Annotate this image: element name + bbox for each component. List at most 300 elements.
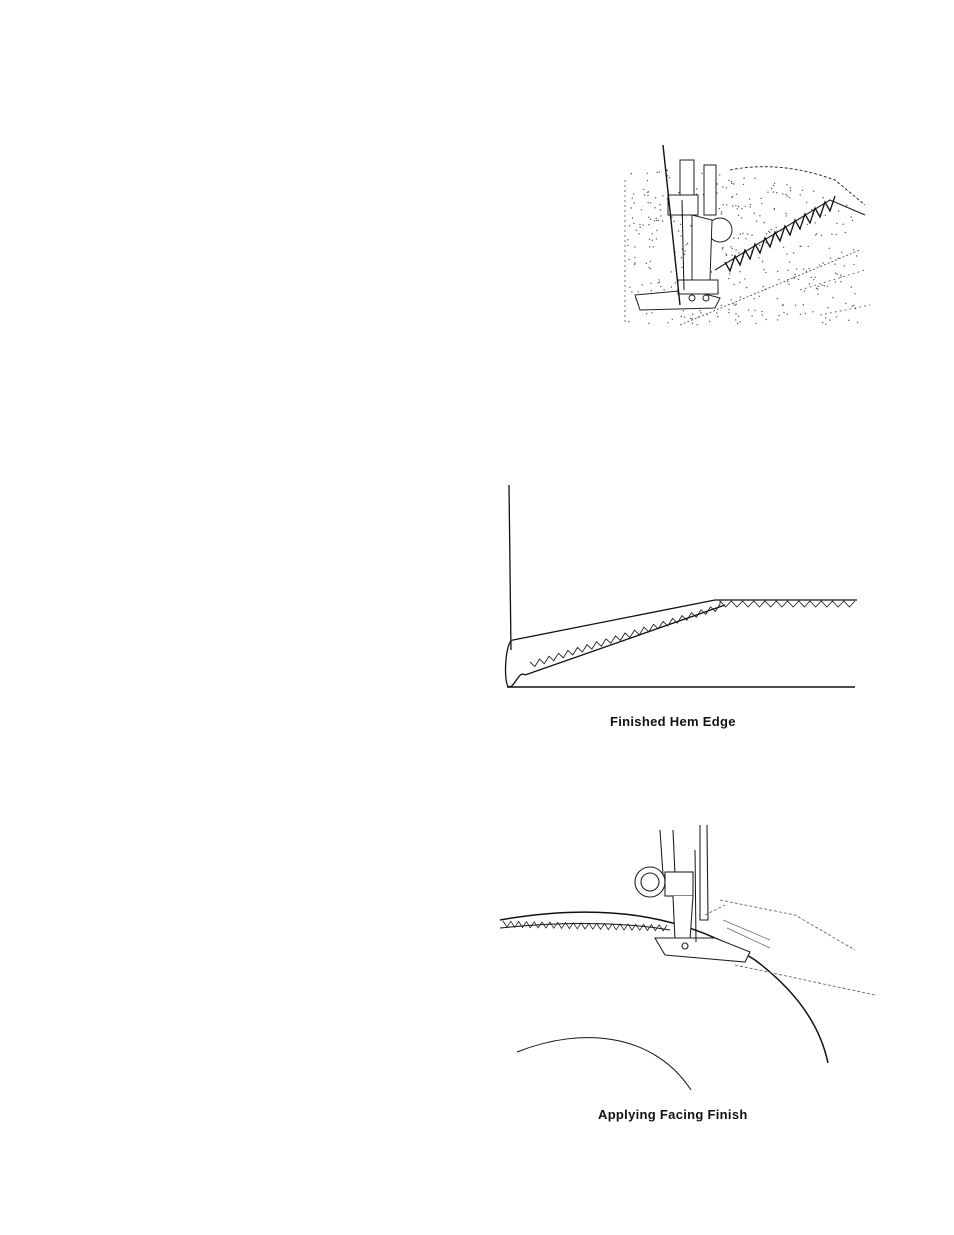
fabric-stipple-dot	[755, 323, 756, 324]
fabric-stipple-dot	[768, 231, 769, 232]
fabric-stipple-dot	[764, 222, 765, 223]
fabric-stipple-dot	[642, 224, 643, 225]
fabric-stipple-dot	[639, 233, 640, 234]
fabric-stipple-dot	[709, 321, 710, 322]
fabric-stipple-dot	[721, 213, 722, 214]
fabric-stipple-dot	[647, 180, 648, 181]
fabric-stipple-dot	[821, 235, 822, 236]
fabric-stipple-dot	[837, 274, 838, 275]
fabric-stipple-dot	[786, 254, 787, 255]
fabric-stipple-dot	[745, 238, 746, 239]
fabric-stipple-dot	[851, 287, 852, 288]
fabric-stipple-dot	[787, 270, 788, 271]
fabric-stipple-dot	[853, 305, 854, 306]
fabric-stipple-dot	[840, 281, 841, 282]
fabric-stipple-dot	[657, 282, 658, 283]
fabric-stipple-dot	[651, 312, 652, 313]
fabric-stipple-dot	[836, 234, 837, 235]
fabric-stipple-dot	[731, 197, 732, 198]
fabric-stipple-dot	[738, 238, 739, 239]
fabric-stipple-dot	[837, 257, 838, 258]
fabric-stipple-dot	[763, 269, 764, 270]
fabric-stipple-dot	[809, 283, 810, 284]
fabric-stipple-dot	[655, 197, 656, 198]
fabric-stipple-dot	[629, 225, 630, 226]
fabric-stipple-dot	[762, 261, 763, 262]
fabric-stipple-dot	[802, 190, 803, 191]
fabric-stipple-dot	[735, 249, 736, 250]
fabric-stipple-dot	[767, 192, 768, 193]
fabric-stipple-dot	[794, 274, 795, 275]
fabric-stipple-dot	[758, 257, 759, 258]
fabric-stipple-dot	[660, 209, 661, 210]
fabric-stipple-dot	[735, 313, 736, 314]
fabric-stipple-dot	[854, 293, 855, 294]
fabric-stipple-dot	[672, 319, 673, 320]
fabric-stipple-dot	[804, 291, 805, 292]
fabric-stipple-dot	[632, 217, 633, 218]
fabric-stipple-dot	[806, 271, 807, 272]
fabric-stipple-dot	[633, 193, 634, 194]
fabric-stipple-dot	[782, 193, 783, 194]
fabric-stipple-dot	[741, 208, 742, 209]
fabric-stipple-dot	[733, 237, 734, 238]
fabric-stipple-dot	[786, 195, 787, 196]
fabric-stipple-dot	[656, 230, 657, 231]
fabric-stipple-dot	[805, 313, 806, 314]
fabric-stipple-dot	[765, 272, 766, 273]
fabric-stipple-dot	[667, 322, 668, 323]
fabric-stipple-dot	[717, 183, 718, 184]
fabric-stipple-dot	[627, 245, 628, 246]
fabric-stipple-dot	[738, 215, 739, 216]
fabric-stipple-dot	[729, 273, 730, 274]
fabric-stipple-dot	[659, 204, 660, 205]
fabric-stipple-dot	[822, 197, 823, 198]
fabric-stipple-dot	[740, 296, 741, 297]
fabric-stipple-dot	[745, 206, 746, 207]
fabric-stipple-dot	[660, 215, 661, 216]
fabric-stipple-dot	[662, 220, 663, 221]
fabric-stipple-dot	[647, 195, 648, 196]
fabric-stipple-dot	[813, 191, 814, 192]
fabric-stipple-dot	[649, 246, 650, 247]
fabric-stipple-dot	[813, 279, 814, 280]
fabric-stipple-dot	[654, 207, 655, 208]
fabric-stipple-dot	[719, 208, 720, 209]
fabric-stipple-dot	[722, 248, 723, 249]
fabric-stipple-dot	[818, 286, 819, 287]
fabric-stipple-dot	[806, 202, 807, 203]
fabric-stipple-dot	[831, 234, 832, 235]
fabric-stipple-dot	[673, 221, 674, 222]
fabric-stipple-dot	[658, 279, 659, 280]
fabric-stipple-dot	[761, 203, 762, 204]
fabric-stipple-dot	[660, 286, 661, 287]
fabric-stipple-dot	[790, 190, 791, 191]
fabric-stipple-dot	[825, 215, 826, 216]
fabric-stipple-dot	[852, 306, 853, 307]
fabric-stipple-dot	[731, 183, 732, 184]
fabric-stipple-dot	[634, 202, 635, 203]
fabric-stipple-dot	[648, 267, 649, 268]
fabric-stipple-dot	[669, 177, 670, 178]
fabric-stipple-dot	[731, 181, 732, 182]
fabric-stipple-dot	[675, 282, 676, 283]
fabric-stipple-dot	[733, 303, 734, 304]
fabric-stipple-dot	[817, 288, 818, 289]
fabric-stipple-dot	[628, 321, 629, 322]
fabric-stipple-dot	[776, 192, 777, 193]
fabric-stipple-dot	[856, 255, 857, 256]
fabric-stipple-dot	[650, 202, 651, 203]
fabric-stipple-dot	[765, 242, 766, 243]
fabric-stipple-dot	[800, 314, 801, 315]
fabric-stipple-dot	[776, 227, 777, 228]
fabric-stipple-dot	[760, 198, 761, 199]
fabric-stipple-dot	[730, 246, 731, 247]
fabric-stipple-dot	[830, 258, 831, 259]
fabric-stipple-dot	[726, 255, 727, 256]
fabric-stipple-dot	[845, 303, 846, 304]
fabric-stipple-dot	[738, 206, 739, 207]
fabric-stipple-dot	[692, 323, 693, 324]
fabric-stipple-dot	[846, 205, 847, 206]
fabric-stipple-dot	[681, 267, 682, 268]
fabric-stipple-dot	[812, 311, 813, 312]
fabric-stipple-dot	[743, 177, 744, 178]
fabric-stipple-dot	[726, 204, 727, 205]
fabric-stipple-dot	[651, 233, 652, 234]
fabric-stipple-dot	[634, 257, 635, 258]
fabric-stipple-dot	[701, 173, 702, 174]
fabric-stipple-dot	[741, 217, 742, 218]
fabric-stipple-dot	[737, 208, 738, 209]
fabric-stipple-dot	[773, 185, 774, 186]
facing-finish-illustration	[495, 820, 875, 1100]
fabric-stipple-dot	[634, 264, 635, 265]
fabric-stipple-dot	[726, 187, 727, 188]
fabric-stipple-dot	[836, 316, 837, 317]
fabric-stipple-dot	[636, 230, 637, 231]
fabric-stipple-dot	[659, 171, 660, 172]
fabric-stipple-dot	[634, 262, 635, 263]
fabric-stipple-dot	[637, 291, 638, 292]
fabric-stipple-dot	[853, 249, 854, 250]
fabric-stipple-dot	[680, 235, 681, 236]
fabric-stipple-dot	[766, 233, 767, 234]
fabric-stipple-dot	[681, 257, 682, 258]
fabric-stipple-dot	[748, 310, 749, 311]
fabric-stipple-dot	[786, 184, 787, 185]
fabric-stipple-dot	[711, 271, 712, 272]
fabric-stipple-dot	[728, 312, 729, 313]
fabric-stipple-dot	[754, 178, 755, 179]
fabric-stipple-dot	[744, 278, 745, 279]
fabric-stipple-dot	[852, 220, 853, 221]
fabric-stipple-dot	[819, 265, 820, 266]
zigzag-stitch-illustration	[620, 140, 870, 330]
fabric-stipple-dot	[627, 239, 628, 240]
fabric-stipple-dot	[691, 318, 692, 319]
facing-finish-caption: Applying Facing Finish	[598, 1107, 748, 1122]
fabric-stipple-dot	[735, 319, 736, 320]
fabric-stipple-dot	[836, 223, 837, 224]
fabric-stipple-dot	[651, 290, 652, 291]
fabric-stipple-dot	[857, 322, 858, 323]
fabric-stipple-dot	[808, 246, 809, 247]
fabric-stipple-dot	[723, 204, 724, 205]
fabric-stipple-dot	[853, 264, 854, 265]
fabric-stipple-dot	[680, 224, 681, 225]
fabric-stipple-dot	[658, 220, 659, 221]
fabric-stipple-dot	[774, 183, 775, 184]
fabric-stipple-dot	[633, 223, 634, 224]
fabric-stipple-dot	[789, 197, 790, 198]
fabric-stipple-dot	[634, 246, 635, 247]
fabric-stipple-dot	[803, 304, 804, 305]
fabric-stipple-dot	[678, 192, 679, 193]
fabric-stipple-dot	[756, 221, 757, 222]
fabric-stipple-dot	[749, 206, 750, 207]
fabric-stipple-dot	[690, 225, 691, 226]
fabric-stipple-dot	[743, 184, 744, 185]
fabric-stipple-dot	[754, 298, 755, 299]
fabric-stipple-dot	[728, 278, 729, 279]
fabric-stipple-dot	[656, 217, 657, 218]
fabric-stipple-dot	[795, 305, 796, 306]
fabric-stipple-dot	[684, 250, 685, 251]
fabric-stipple-dot	[811, 209, 812, 210]
fabric-stipple-dot	[728, 309, 729, 310]
fabric-stipple-dot	[699, 310, 700, 311]
fabric-stipple-dot	[647, 192, 648, 193]
fabric-stipple-dot	[811, 277, 812, 278]
fabric-stipple-dot	[825, 324, 826, 325]
fabric-stipple-dot	[684, 316, 685, 317]
fabric-stipple-dot	[840, 274, 841, 275]
fabric-stipple-dot	[825, 317, 826, 318]
fabric-stipple-dot	[751, 316, 752, 317]
finished-hem-illustration	[495, 480, 865, 695]
fabric-stipple-dot	[690, 318, 691, 319]
fabric-stipple-dot	[648, 323, 649, 324]
fabric-stipple-dot	[738, 252, 739, 253]
fabric-stipple-dot	[631, 173, 632, 174]
fabric-stipple-dot	[800, 194, 801, 195]
fabric-stipple-dot	[840, 276, 841, 277]
fabric-stipple-dot	[717, 316, 718, 317]
fabric-stipple-dot	[721, 211, 722, 212]
fabric-stipple-dot	[783, 312, 784, 313]
fabric-stipple-dot	[777, 271, 778, 272]
fabric-stipple-dot	[733, 284, 734, 285]
fabric-stipple-dot	[631, 291, 632, 292]
fabric-stipple-dot	[725, 253, 726, 254]
fabric-stipple-dot	[736, 194, 737, 195]
fabric-stipple-dot	[796, 268, 797, 269]
fabric-stipple-dot	[722, 186, 723, 187]
fabric-stipple-dot	[721, 305, 722, 306]
needle-thread	[663, 145, 680, 305]
fabric-stipple-dot	[800, 246, 801, 247]
fabric-stipple-dot	[747, 233, 748, 234]
fabric-stipple-dot	[823, 262, 824, 263]
fabric-stipple-dot	[640, 227, 641, 228]
fabric-stipple-dot	[662, 195, 663, 196]
fabric-stipple-dot	[642, 284, 643, 285]
fabric-stipple-dot	[829, 319, 830, 320]
fabric-stipple-dot	[649, 239, 650, 240]
fabric-stipple-dot	[777, 298, 778, 299]
fabric-stipple-dot	[728, 180, 729, 181]
fabric-stipple-dot	[835, 281, 836, 282]
fabric-stipple-dot	[643, 189, 644, 190]
fabric-stipple-dot	[774, 209, 775, 210]
fabric-stipple-dot	[681, 316, 682, 317]
fabric-stipple-dot	[671, 271, 672, 272]
fabric-stipple-dot	[678, 230, 679, 231]
fabric-stipple-dot	[683, 310, 684, 311]
fabric-stipple-dot	[732, 248, 733, 249]
fabric-stipple-dot	[631, 207, 632, 208]
fabric-stipple-dot	[696, 189, 697, 190]
fabric-stipple-dot	[648, 224, 649, 225]
fabric-stipple-dot	[629, 287, 630, 288]
fabric-stipple-dot	[663, 289, 664, 290]
fabric-stipple-dot	[657, 172, 658, 173]
fabric-stipple-dot	[650, 219, 651, 220]
fabric-stipple-dot	[739, 271, 740, 272]
fabric-stipple-dot	[845, 232, 846, 233]
fabric-stipple-dot	[654, 220, 655, 221]
fabric-stipple-dot	[652, 240, 653, 241]
fabric-stipple-dot	[697, 324, 698, 325]
fabric-stipple-dot	[659, 282, 660, 283]
fabric-stipple-dot	[798, 279, 799, 280]
fabric-stipple-dot	[751, 235, 752, 236]
fabric-stipple-dot	[732, 205, 733, 206]
facing-presser-foot	[635, 825, 750, 962]
fabric-stipple-dot	[738, 316, 739, 317]
fabric-stipple-dot	[648, 202, 649, 203]
fabric-stipple-dot	[816, 233, 817, 234]
fabric-stipple-dot	[783, 247, 784, 248]
fabric-stipple-dot	[848, 320, 849, 321]
fabric-stipple-dot	[656, 238, 657, 239]
fabric-stipple-dot	[692, 314, 693, 315]
fabric-stipple-dot	[656, 220, 657, 221]
fabric-stipple-dot	[771, 188, 772, 189]
fabric-stipple-dot	[771, 229, 772, 230]
fabric-stipple-dot	[740, 321, 741, 322]
fabric-stipple-dot	[667, 170, 668, 171]
garment-side-edge	[509, 485, 511, 650]
fabric-stipple-dot	[759, 215, 760, 216]
fabric-stipple-dot	[807, 224, 808, 225]
fabric-stipple-dot	[850, 216, 851, 217]
fabric-stipple-dot	[746, 287, 747, 288]
fabric-stipple-dot	[716, 312, 717, 313]
fabric-stipple-dot	[777, 319, 778, 320]
fabric-stipple-dot	[646, 263, 647, 264]
fabric-stipple-dot	[731, 255, 732, 256]
fabric-stipple-dot	[730, 299, 731, 300]
fabric-stipple-dot	[735, 305, 736, 306]
fabric-stipple-dot	[773, 191, 774, 192]
fabric-stipple-dot	[762, 314, 763, 315]
fabric-stipple-dot	[808, 268, 809, 269]
fabric-stipple-dot	[671, 286, 672, 287]
fabric-stipple-dot	[644, 194, 645, 195]
fabric-stipple-dot	[832, 297, 833, 298]
fabric-stipple-dot	[835, 273, 836, 274]
fabric-stipple-dot	[782, 305, 783, 306]
fabric-stipple-dot	[787, 281, 788, 282]
fabric-stipple-dot	[766, 319, 767, 320]
hem-fold	[506, 640, 525, 687]
fabric-stipple-dot	[719, 174, 720, 175]
fabric-stipple-dot	[786, 215, 787, 216]
fabric-stipple-dot	[749, 198, 750, 199]
fabric-stipple-dot	[754, 310, 755, 311]
fabric-stipple-dot	[827, 286, 828, 287]
fabric-stipple-dot	[650, 268, 651, 269]
fabric-stipple-dot	[646, 313, 647, 314]
fabric-stipple-dot	[739, 282, 740, 283]
facing-needle	[695, 850, 696, 942]
facing-outer-edge	[500, 912, 828, 1063]
fabric-stipple-dot	[650, 283, 651, 284]
fabric-stipple-dot	[639, 224, 640, 225]
fabric-stipple-dot	[761, 311, 762, 312]
fabric-stipple-dot	[684, 254, 685, 255]
fabric-stipple-dot	[779, 315, 780, 316]
fabric-stipple-dot	[803, 269, 804, 270]
fabric-stipple-dot	[778, 279, 779, 280]
fabric-stipple-dot	[701, 312, 702, 313]
fabric-stipple-dot	[722, 247, 723, 248]
fabric-stipple-dot	[733, 183, 734, 184]
fabric-stipple-dot	[793, 252, 794, 253]
fabric-stipple-dot	[647, 173, 648, 174]
fabric-stipple-dot	[841, 252, 842, 253]
fabric-stipple-dot	[632, 198, 633, 199]
fabric-stipple-dot	[687, 243, 688, 244]
fabric-stipple-dot	[667, 175, 668, 176]
fabric-stipple-dot	[759, 296, 760, 297]
fabric-stipple-dot	[641, 209, 642, 210]
fabric-stipple-dot	[814, 277, 815, 278]
fabric-stipple-dot	[844, 265, 845, 266]
fabric-stipple-dot	[838, 210, 839, 211]
fabric-stipple-dot	[817, 294, 818, 295]
fabric-stipple-dot	[834, 264, 835, 265]
fabric-stipple-dot	[822, 322, 823, 323]
fabric-stipple-dot	[816, 288, 817, 289]
fabric-stipple-dot	[735, 205, 736, 206]
fabric-stipple-dot	[763, 286, 764, 287]
fabric-stipple-dot	[686, 244, 687, 245]
fabric-stipple-dot	[742, 233, 743, 234]
fabric-stipple-dot	[648, 191, 649, 192]
fabric-stipple-dot	[737, 323, 738, 324]
fabric-stipple-dot	[648, 217, 649, 218]
fabric-stipple-dot	[815, 234, 816, 235]
fabric-stipple-dot	[736, 304, 737, 305]
fabric-stipple-dot	[821, 285, 822, 286]
fabric-stipple-dot	[790, 187, 791, 188]
